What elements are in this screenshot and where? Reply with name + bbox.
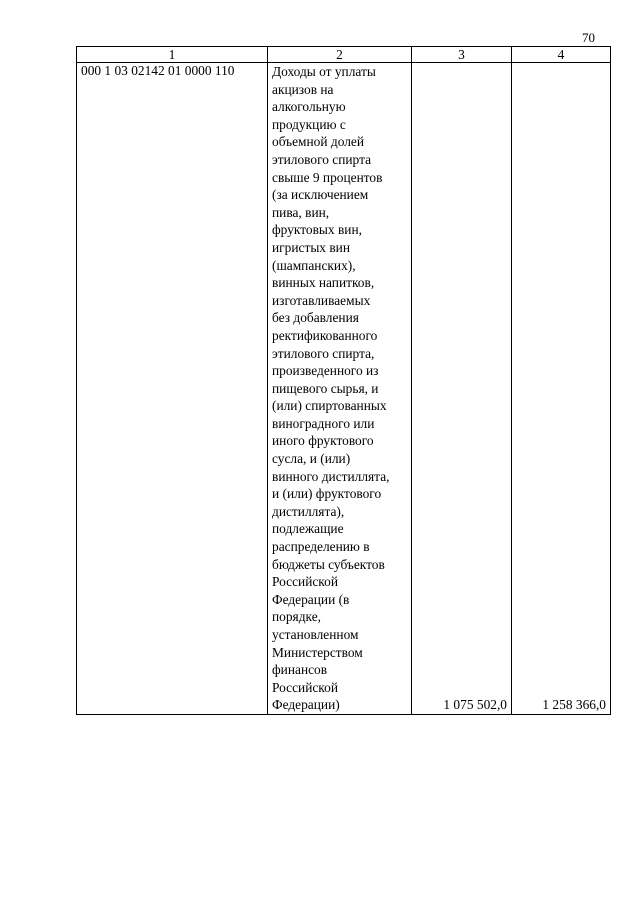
table-row bbox=[77, 63, 611, 715]
revenue-name-line: Российской bbox=[272, 679, 338, 695]
revenue-name-line: произведенного из bbox=[272, 363, 379, 379]
revenue-name-line: этилового спирта, bbox=[272, 345, 375, 361]
revenue-name-line: (за исключением bbox=[272, 187, 369, 203]
revenue-name-line: порядке, bbox=[272, 609, 321, 625]
revenue-name-line: свыше 9 процентов bbox=[272, 169, 383, 185]
revenue-name-line: ректификованного bbox=[272, 327, 378, 343]
revenue-name-line: фруктовых вин, bbox=[272, 222, 362, 238]
revenue-name-line: Российской bbox=[272, 574, 338, 590]
revenue-name-line: продукцию с bbox=[272, 116, 346, 132]
revenue-name-line: финансов bbox=[272, 662, 328, 678]
revenue-name-line: акцизов на bbox=[272, 81, 334, 97]
revenue-name-line: Федерации) bbox=[272, 697, 340, 713]
page-number: 70 bbox=[582, 30, 595, 45]
table-header-row bbox=[77, 47, 611, 63]
revenue-name-line: винного дистиллята, bbox=[272, 468, 390, 484]
revenue-name-cell bbox=[268, 63, 412, 715]
revenue-name-line: изготавливаемых bbox=[272, 292, 371, 308]
column-header-3: 3 bbox=[412, 47, 512, 63]
revenue-name-line: игристых вин bbox=[272, 239, 351, 255]
revenue-name-line: иного фруктового bbox=[272, 433, 374, 449]
revenue-name-line: бюджеты субъектов bbox=[272, 556, 385, 572]
revenue-name-line: (шампанских), bbox=[272, 257, 356, 273]
revenue-name-line: установленном bbox=[272, 627, 359, 642]
column-header-1: 1 bbox=[77, 47, 268, 63]
revenue-name-line: Доходы от уплаты bbox=[272, 64, 376, 79]
budget-table bbox=[76, 46, 611, 715]
revenue-name-line: (или) спиртованных bbox=[272, 398, 387, 414]
revenue-name-line: объемной долей bbox=[272, 134, 365, 150]
revenue-name-line: Министерством bbox=[272, 644, 363, 660]
revenue-name-line: дистиллята), bbox=[272, 503, 345, 519]
revenue-name-line: сусла, и (или) bbox=[272, 451, 351, 467]
revenue-name-line: этилового спирта bbox=[272, 151, 372, 167]
column-header-4: 4 bbox=[512, 47, 611, 63]
revenue-name-line: без добавления bbox=[272, 310, 359, 326]
revenue-name-line: пищевого сырья, и bbox=[272, 380, 379, 396]
revenue-name-line: подлежащие bbox=[272, 521, 344, 537]
revenue-name-line: и (или) фруктового bbox=[272, 486, 382, 502]
revenue-name-line: винных напитков, bbox=[272, 275, 375, 291]
budget-code-cell: 000 1 03 02142 01 0000 110 bbox=[77, 63, 268, 715]
revenue-name-line: распределению в bbox=[272, 539, 370, 555]
revenue-name-line: алкогольную bbox=[272, 99, 346, 115]
revenue-name-line: пива, вин, bbox=[272, 204, 330, 220]
amount-col3-cell: 1 075 502,0 bbox=[412, 63, 512, 715]
revenue-name-line: Федерации (в bbox=[272, 591, 350, 607]
amount-col4-cell: 1 258 366,0 bbox=[512, 63, 611, 715]
column-header-2: 2 bbox=[268, 47, 412, 63]
revenue-name-line: виноградного или bbox=[272, 415, 375, 431]
